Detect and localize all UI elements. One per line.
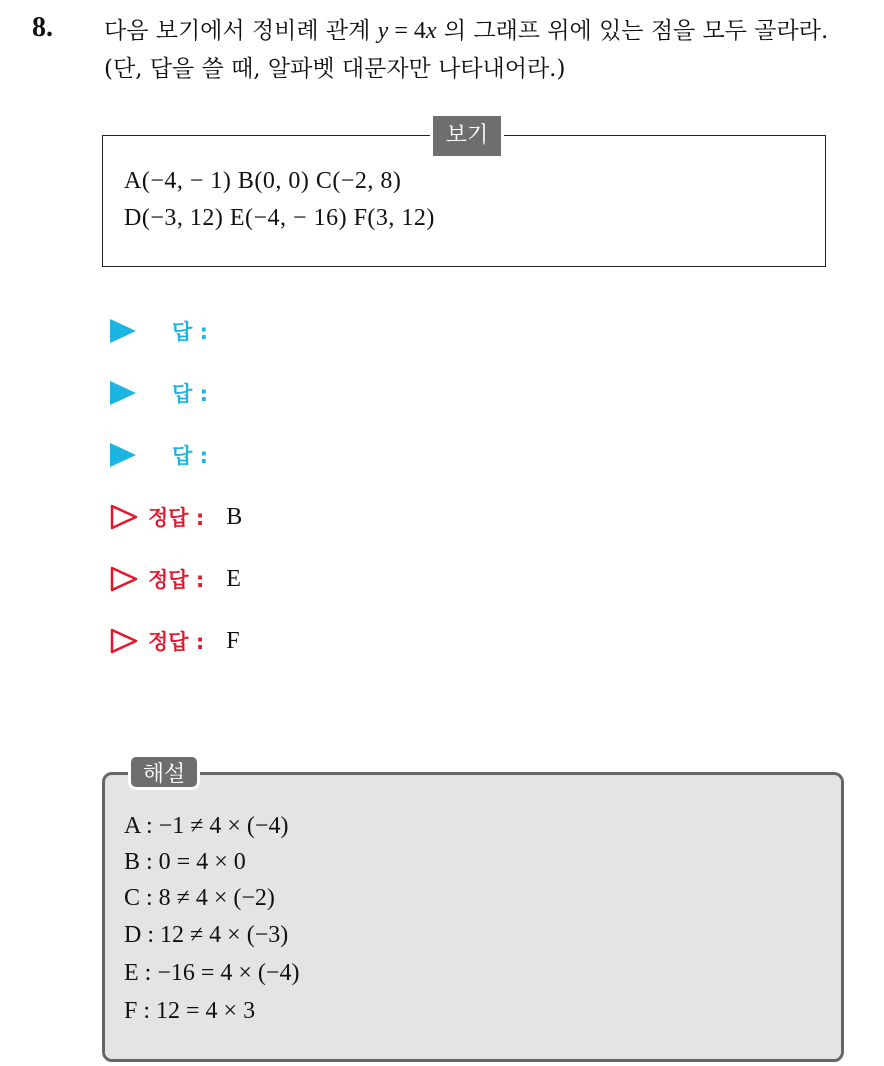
- answer-row-3[interactable]: [110, 438, 208, 472]
- bogi-line-1: A(−4, − 1) B(0, 0) C(−2, 8): [124, 168, 402, 194]
- play-triangle-icon: [110, 381, 136, 405]
- question-formula: [378, 18, 437, 44]
- correct-label: 정답 :: [148, 568, 205, 592]
- bogi-line-2: D(−3, 12) E(−4, − 16) F(3, 12): [124, 205, 435, 231]
- correct-label: 정답 :: [148, 630, 205, 654]
- explanation-line: F : 12 = 4 × 3: [124, 998, 256, 1024]
- correct-value: F: [226, 627, 240, 654]
- explanation-line: E : −16 = 4 × (−4): [124, 960, 300, 986]
- formula-x: x: [425, 18, 437, 44]
- explanation-label: 해설: [128, 754, 200, 790]
- correct-row-3: [110, 624, 240, 658]
- outline-triangle-icon: [110, 628, 138, 654]
- formula-eq: = 4: [388, 18, 426, 44]
- explanation-line: A : −1 ≠ 4 × (−4): [124, 813, 289, 839]
- bogi-label: 보기: [430, 116, 504, 156]
- formula-y: y: [377, 18, 389, 44]
- play-triangle-icon: [110, 319, 136, 343]
- answer-label: 답 :: [172, 444, 208, 468]
- correct-row-2: [110, 562, 241, 596]
- play-triangle-icon: [110, 443, 136, 467]
- answer-label: 답 :: [172, 320, 208, 344]
- explanation-line: C : 8 ≠ 4 × (−2): [124, 885, 275, 911]
- answer-row-1[interactable]: [110, 314, 208, 348]
- answer-label: 답 :: [172, 382, 208, 406]
- correct-value: B: [226, 503, 243, 530]
- explanation-line: D : 12 ≠ 4 × (−3): [124, 922, 289, 948]
- answer-row-2[interactable]: [110, 376, 208, 410]
- outline-triangle-icon: [110, 504, 138, 530]
- correct-row-1: [110, 500, 242, 534]
- question-text-before: 다음 보기에서 정비례 관계: [104, 18, 378, 44]
- correct-value: E: [226, 565, 241, 592]
- explanation-line: B : 0 = 4 × 0: [124, 849, 246, 875]
- correct-label: 정답 :: [148, 506, 205, 530]
- outline-triangle-icon: [110, 566, 138, 592]
- question-number: 8.: [32, 12, 53, 43]
- question-text: [104, 12, 864, 88]
- question-text-after: 의 그래프 위에 있는 점을 모두 골라라. (단, 답을 쓸 때, 알파벳 대문자만 나타내어라.): [104, 18, 829, 82]
